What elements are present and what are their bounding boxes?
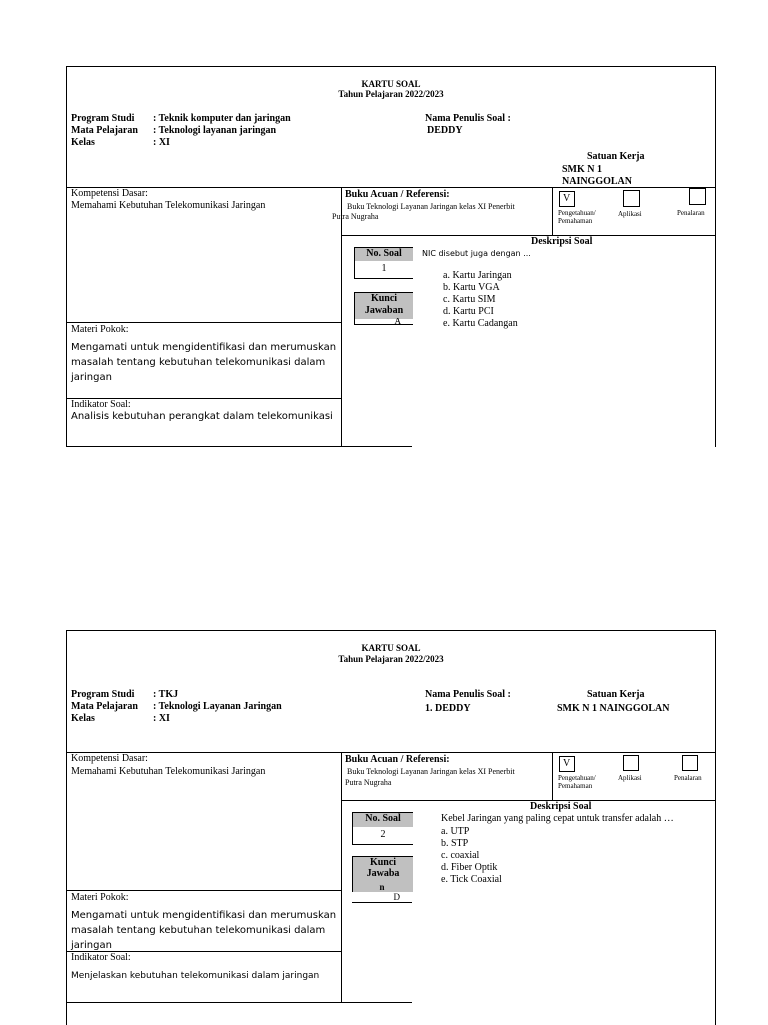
kompetensi-label: Kompetensi Dasar: xyxy=(71,188,148,199)
program-label: Program Studi xyxy=(71,113,135,124)
check-mark: V xyxy=(563,758,571,769)
unit-label: Satuan Kerja xyxy=(587,689,645,700)
option-a: a. UTP xyxy=(441,826,470,837)
divider xyxy=(341,752,342,1002)
materi-label: Materi Pokok: xyxy=(71,892,129,903)
indikator-label: Indikator Soal: xyxy=(71,399,131,410)
unit-value-2: NAINGGOLAN xyxy=(562,176,633,187)
level-pengetahuan-checkbox[interactable] xyxy=(559,756,575,772)
divider xyxy=(67,322,341,323)
divider xyxy=(67,1002,412,1003)
program-value: : TKJ xyxy=(153,689,179,700)
class-label: Kelas xyxy=(71,137,95,148)
divider xyxy=(341,235,715,236)
materi-value: Mengamati untuk mengidentifikasi dan merumuskan masalah tentang kebutuhan telekomunikasi dalam jaringan xyxy=(71,342,337,383)
kunci-label-line-3: n xyxy=(379,882,385,892)
option-a: a. Kartu Jaringan xyxy=(443,270,512,281)
level-penalaran-checkbox[interactable] xyxy=(689,188,706,205)
level-aplikasi-label: Aplikasi xyxy=(618,774,642,782)
level-pengetahuan-checkbox[interactable] xyxy=(559,191,575,207)
question-text: NIC disebut juga dengan ... xyxy=(422,249,531,258)
level-penalaran-checkbox[interactable] xyxy=(682,755,698,771)
option-e: e. Kartu Cadangan xyxy=(443,318,518,329)
kunci-value-text: D xyxy=(393,892,400,902)
level-pengetahuan-label: Pengetahuan/ Pemahaman xyxy=(558,774,596,790)
option-b: b. Kartu VGA xyxy=(443,282,500,293)
level-aplikasi-checkbox[interactable] xyxy=(623,190,640,207)
class-label: Kelas xyxy=(71,713,95,724)
divider xyxy=(67,446,412,447)
answer-options xyxy=(443,270,518,330)
kunci-label xyxy=(354,292,413,319)
deskripsi-label: Deskripsi Soal xyxy=(531,236,593,247)
buku-value-2: Putra Nugraha xyxy=(332,212,379,221)
card-year: Tahun Pelajaran 2022/2023 xyxy=(338,89,444,99)
buku-label: Buku Acuan / Referensi: xyxy=(345,189,450,200)
writer-value: DEDDY xyxy=(427,125,463,136)
option-d: d. Kartu PCI xyxy=(443,306,494,317)
kompetensi-value: Memahami Kebutuhan Telekomunikasi Jaringan xyxy=(71,200,266,211)
divider xyxy=(341,800,715,801)
subject-value: : Teknologi layanan jaringan xyxy=(153,125,277,136)
card-title: KARTU SOAL xyxy=(361,643,421,653)
unit-value: SMK N 1 NAINGGOLAN xyxy=(557,703,670,714)
divider xyxy=(67,890,341,891)
answer-options xyxy=(441,826,502,886)
kunci-value-text: A xyxy=(394,318,401,325)
indikator-value: Menjelaskan kebutuhan telekomunikasi dalam jaringan xyxy=(71,971,320,981)
question-card-2 xyxy=(66,630,716,1025)
option-d: d. Fiber Optik xyxy=(441,862,498,873)
header-info-left xyxy=(71,113,291,149)
divider xyxy=(552,187,553,235)
indikator-label: Indikator Soal: xyxy=(71,952,131,963)
writer-value: 1. DEDDY xyxy=(425,703,471,714)
header-info-left xyxy=(71,689,282,725)
level-aplikasi-checkbox[interactable] xyxy=(623,755,639,771)
buku-label: Buku Acuan / Referensi: xyxy=(345,754,450,765)
writer-label: Nama Penulis Soal : xyxy=(425,113,511,124)
subject-label: Mata Pelajaran xyxy=(71,125,138,136)
kunci-label-line-1: Kunci xyxy=(370,293,398,304)
divider xyxy=(67,187,715,188)
kompetensi-value: Memahami Kebutuhan Telekomunikasi Jaringan xyxy=(71,766,266,777)
card-title: KARTU SOAL xyxy=(361,79,421,89)
level-pengetahuan-label: Pengetahuan/ Pemahaman xyxy=(558,209,596,225)
divider xyxy=(552,752,553,800)
unit-label: Satuan Kerja xyxy=(587,151,645,162)
card-year: Tahun Pelajaran 2022/2023 xyxy=(338,654,444,664)
class-value: : XI xyxy=(153,137,170,148)
program-value: : Teknik komputer dan jaringan xyxy=(153,113,291,124)
kunci-label-line-2: Jawaban xyxy=(364,305,404,316)
unit-value-1: SMK N 1 xyxy=(562,164,602,175)
option-c: c. Kartu SIM xyxy=(443,294,496,305)
buku-value-1: Buku Teknologi Layanan Jaringan kelas XI Penerbit xyxy=(347,767,515,776)
no-soal-label: No. Soal xyxy=(352,812,413,827)
question-text: Kebel Jaringan yang paling cepat untuk transfer adalah … xyxy=(441,813,674,824)
question-card-1 xyxy=(66,66,716,447)
materi-label: Materi Pokok: xyxy=(71,324,129,335)
writer-label: Nama Penulis Soal : xyxy=(425,689,511,700)
kunci-value xyxy=(352,892,412,903)
level-penalaran-label: Penalaran xyxy=(674,774,702,782)
no-soal-label: No. Soal xyxy=(354,247,413,261)
no-soal-value: 1 xyxy=(354,260,413,279)
level-aplikasi-label: Aplikasi xyxy=(618,210,642,218)
divider xyxy=(67,752,715,753)
no-soal-value: 2 xyxy=(352,826,413,845)
kunci-label-line-2: Jawaba xyxy=(366,868,400,879)
kompetensi-label: Kompetensi Dasar: xyxy=(71,753,148,764)
check-mark: V xyxy=(563,193,571,204)
buku-value-1: Buku Teknologi Layanan Jaringan kelas XI Penerbit xyxy=(347,202,515,211)
option-c: c. coaxial xyxy=(441,850,480,861)
deskripsi-label: Deskripsi Soal xyxy=(530,801,592,812)
program-label: Program Studi xyxy=(71,689,135,700)
level-penalaran-label: Penalaran xyxy=(677,209,705,217)
kunci-label-line-1: Kunci xyxy=(369,857,397,868)
buku-value-2: Putra Nugraha xyxy=(345,778,392,787)
kunci-value xyxy=(354,318,413,325)
indikator-value: Analisis kebutuhan perangkat dalam telekomunikasi xyxy=(71,411,333,422)
divider xyxy=(341,187,342,447)
subject-value: : Teknologi Layanan Jaringan xyxy=(153,701,282,712)
option-b: b. STP xyxy=(441,838,469,849)
subject-label: Mata Pelajaran xyxy=(71,701,138,712)
option-e: e. Tick Coaxial xyxy=(441,874,502,885)
materi-value: Mengamati untuk mengidentifikasi dan merumuskan masalah tentang kebutuhan telekomunikasi dalam jaringan xyxy=(71,910,337,951)
class-value: : XI xyxy=(153,713,170,724)
